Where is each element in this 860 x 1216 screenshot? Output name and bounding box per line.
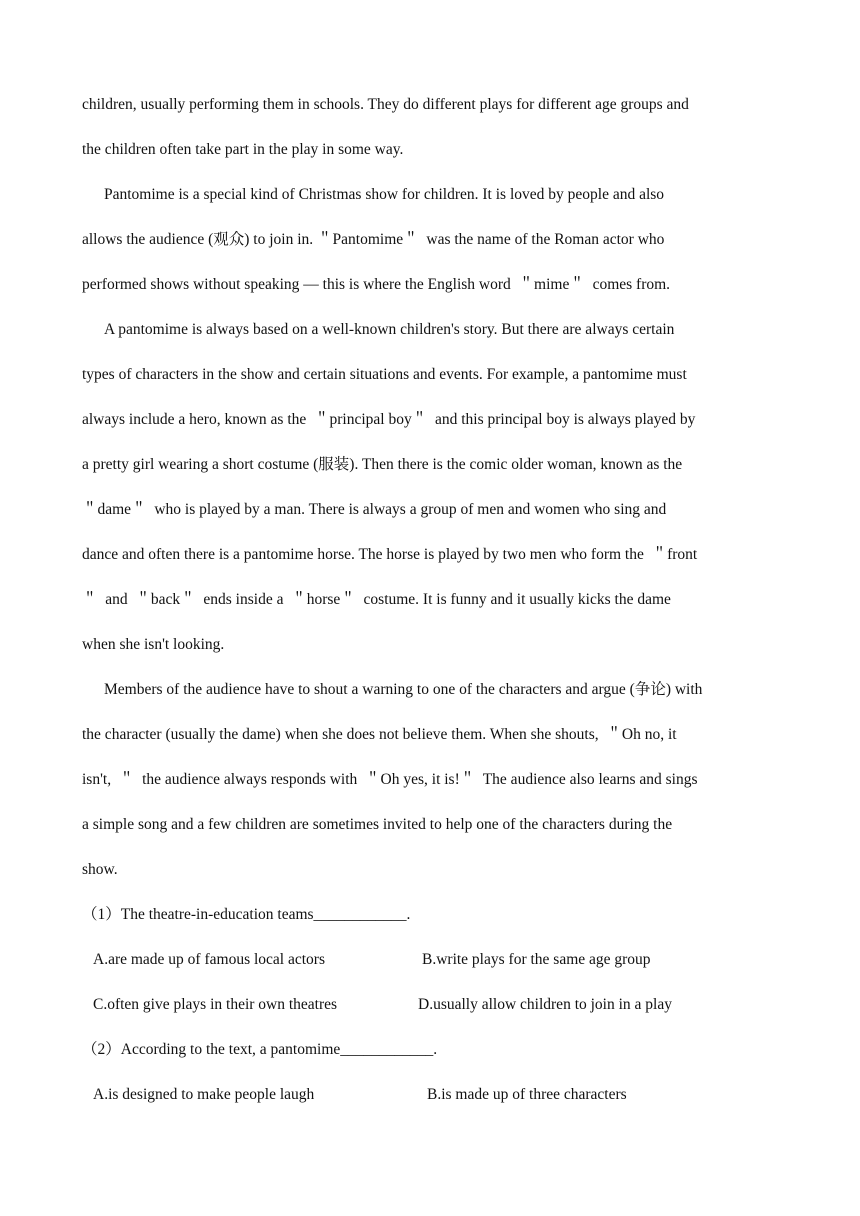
- answer-option: D.usually allow children to join in a play: [418, 996, 672, 1013]
- passage-line: children, usually performing them in schools. They do different plays for different age groups and: [82, 96, 689, 113]
- answer-option: A.is designed to make people laugh: [93, 1086, 315, 1103]
- passage-line: Pantomime is a special kind of Christmas show for children. It is loved by people and also: [104, 186, 665, 203]
- answer-option: C.often give plays in their own theatres: [93, 996, 338, 1013]
- passage-line: allows the audience (观众) to join in. ＂Pantomime＂ was the name of the Roman actor who: [82, 231, 665, 248]
- passage-line: when she isn't looking.: [82, 636, 225, 653]
- answer-option: A.are made up of famous local actors: [93, 951, 325, 968]
- passage-line: Members of the audience have to shout a warning to one of the characters and argue (争论) with: [104, 681, 703, 698]
- passage-line: dance and often there is a pantomime horse. The horse is played by two men who form the ＂front: [82, 546, 698, 563]
- passage-line: the children often take part in the play in some way.: [82, 141, 404, 158]
- passage-line: types of characters in the show and certain situations and events. For example, a pantomime must: [82, 366, 687, 383]
- passage-line: ＂dame＂ who is played by a man. There is always a group of men and women who sing and: [82, 501, 667, 518]
- passage-line: always include a hero, known as the ＂principal boy＂ and this principal boy is always played by: [82, 411, 696, 428]
- passage-line: a pretty girl wearing a short costume (服装). Then there is the comic older woman, known as the: [82, 456, 683, 473]
- passage-line: the character (usually the dame) when she does not believe them. When she shouts, ＂Oh no, it: [82, 726, 677, 743]
- question-stem: （2）According to the text, a pantomime____________.: [82, 1041, 438, 1058]
- passage-line: show.: [82, 861, 118, 878]
- passage-line: ＂ and ＂back＂ ends inside a ＂horse＂ costume. It is funny and it usually kicks the dame: [82, 591, 671, 608]
- passage-line: a simple song and a few children are sometimes invited to help one of the characters during the: [82, 816, 673, 833]
- answer-option: B.write plays for the same age group: [422, 951, 651, 968]
- answer-option: B.is made up of three characters: [427, 1086, 627, 1103]
- passage-line: A pantomime is always based on a well-known children's story. But there are always certain: [104, 321, 675, 338]
- question-stem: （1）The theatre-in-education teams____________.: [82, 906, 411, 923]
- passage-line: performed shows without speaking — this is where the English word ＂mime＂ comes from.: [82, 276, 671, 293]
- passage-line: isn't, ＂ the audience always responds with ＂Oh yes, it is!＂ The audience also learns and sings: [82, 771, 698, 788]
